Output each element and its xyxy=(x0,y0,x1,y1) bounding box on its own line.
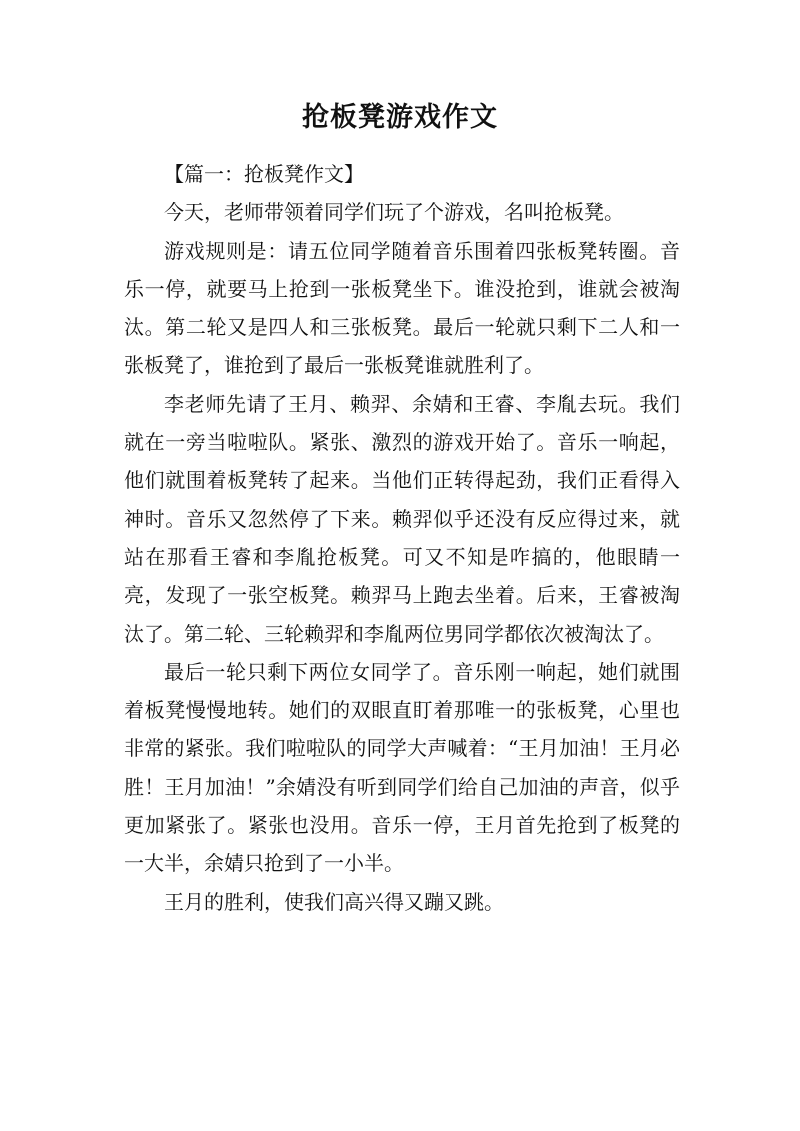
paragraph: 最后一轮只剩下两位女同学了。音乐刚一响起，她们就围着板凳慢慢地转。她们的双眼直盯着那唯一的张板凳，心里也非常的紧张。我们啦啦队的同学大声喊着：“王月加油！王月必胜！王月加油！”余婧没有听到同学们给自己加油的声音，似乎更加紧张了。紧张也没用。音乐一停，王月首先抢到了板凳的一大半，余婧只抢到了一小半。 xyxy=(124,659,680,876)
section-heading: 【篇一：抢板凳作文】 xyxy=(164,162,364,186)
paragraph: 游戏规则是：请五位同学随着音乐围着四张板凳转圈。音乐一停，就要马上抢到一张板凳坐下。谁没抢到，谁就会被淘汰。第二轮又是四人和三张板凳。最后一轮就只剩下二人和一张板凳了，谁抢到了最后一张板凳谁就胜利了。 xyxy=(124,238,680,378)
document-body xyxy=(124,155,680,921)
document-title: 抢板凳游戏作文 xyxy=(302,102,498,133)
paragraph: 今天，老师带领着同学们玩了个游戏，名叫抢板凳。 xyxy=(164,200,624,225)
paragraph: 王月的胜利，使我们高兴得又蹦又跳。 xyxy=(164,889,504,914)
paragraph: 李老师先请了王月、赖羿、余婧和王睿、李胤去玩。我们就在一旁当啦啦队。紧张、激烈的游戏开始了。音乐一响起，他们就围着板凳转了起来。当他们正转得起劲，我们正看得入神时。音乐又忽然停了下来。赖羿似乎还没有反应得过来，就站在那看王睿和李胤抢板凳。可又不知是咋搞的，他眼睛一亮，发现了一张空板凳。赖羿马上跑去坐着。后来，王睿被淘汰了。第二轮、三轮赖羿和李胤两位男同学都依次被淘汰了。 xyxy=(124,391,680,646)
